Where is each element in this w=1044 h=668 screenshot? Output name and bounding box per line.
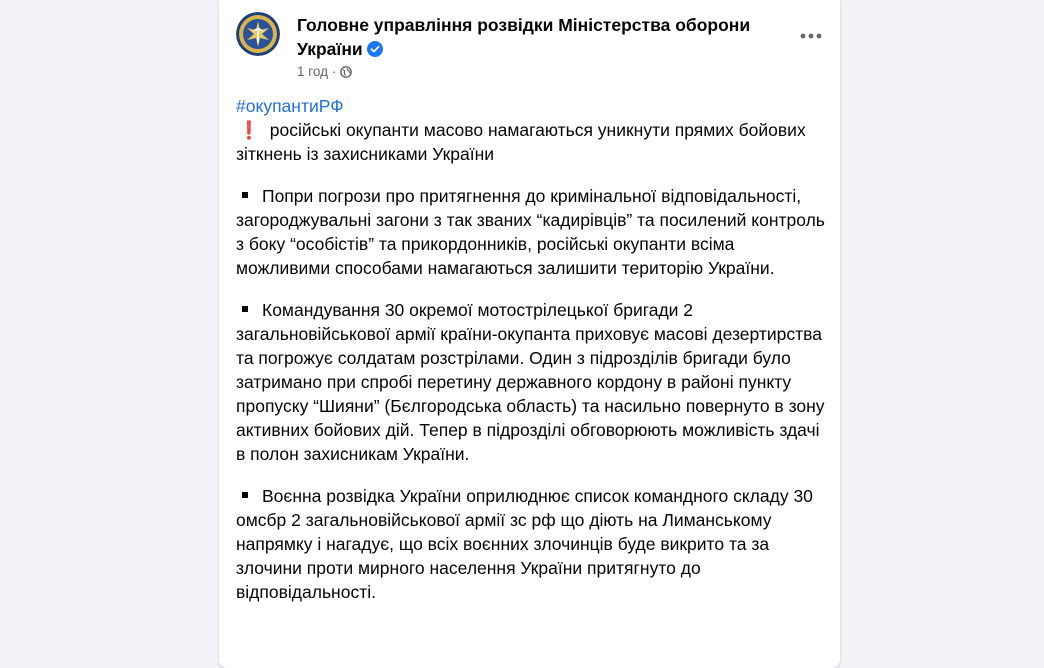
- verified-badge-icon: [367, 39, 383, 63]
- page-avatar[interactable]: [236, 12, 280, 56]
- black-square-bullet-icon: [242, 192, 248, 198]
- author-name-link[interactable]: [297, 13, 777, 63]
- post-body: [236, 94, 826, 622]
- red-exclamation-icon: ❗: [238, 120, 260, 140]
- paragraph-text: Командування 30 окремої мотострілецької бригади 2 загальновійськової армії країни-окупанта приховує масові дезертирства та погрожує солдатам розстрілами. Один з підрозділів бригади було затримано при спробі перетину державного кордону в районі пункту пропуску “Шияни” (Бєлгородська область) та насильно повернуто в зону активних бойових дій. Тепер в підрозділі обговорюють можливість здачі в полон захисникам України.: [236, 300, 825, 464]
- post-paragraph: [236, 118, 826, 166]
- paragraph-text: Попри погрози про притягнення до кримінальної відповідальності, загороджувальні загони з так званих “кадирівців” та посилений контроль з боку “особістів” та прикордонників, російські окупанти всіма можливими способами намагаються залишити територію України.: [236, 186, 825, 278]
- black-square-bullet-icon: [242, 492, 248, 498]
- globe-icon[interactable]: [340, 66, 352, 78]
- more-options-icon[interactable]: [793, 18, 829, 54]
- post-card: [219, 0, 840, 668]
- paragraph-text: російські окупанти масово намагаються уникнути прямих бойових зіткнень із захисниками України: [236, 120, 806, 164]
- author-name: Головне управління розвідки Міністерства оборони України: [297, 15, 751, 59]
- post-timestamp[interactable]: 1 год: [297, 64, 328, 79]
- post-header: [236, 10, 823, 79]
- post-paragraph: [236, 298, 826, 466]
- post-paragraph: [236, 184, 826, 280]
- emblem-logo: [236, 12, 280, 56]
- post-paragraph: [236, 484, 826, 604]
- black-square-bullet-icon: [242, 306, 248, 312]
- post-meta: [297, 64, 352, 80]
- paragraph-text: Воєнна розвідка України оприлюднює список командного складу 30 омсбр 2 загальновійськової армії зс рф що діють на Лиманському напрямку і нагадує, що всіх воєнних злочинців буде викрито та за злочини проти мирного населення України притягнуто до відповідальності.: [236, 486, 813, 602]
- hashtag-link[interactable]: #окупантиРФ: [236, 96, 344, 116]
- meta-separator: ·: [331, 64, 337, 79]
